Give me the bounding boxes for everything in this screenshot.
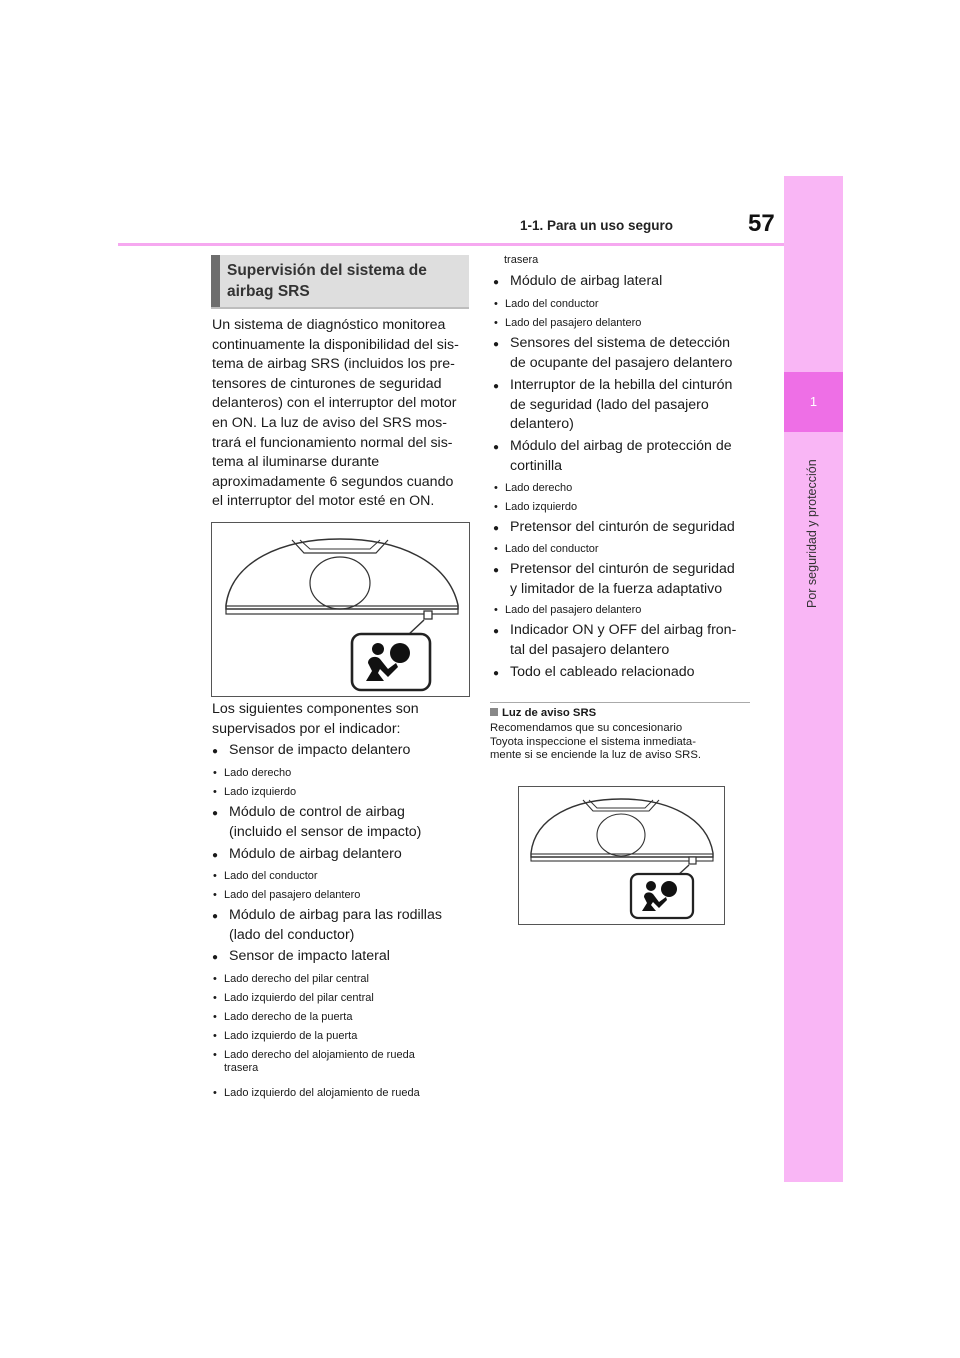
intro-line: continuamente la disponibilidad del sis- <box>212 336 459 353</box>
instrument-cluster-figure <box>211 522 470 697</box>
list-item-line: delantero) <box>510 416 574 433</box>
components-intro-line: Los siguientes componentes son <box>212 701 419 717</box>
intro-line: el interruptor del motor esté en ON. <box>212 493 435 510</box>
list-subitem: • Lado izquierdo del pilar central <box>212 992 474 1005</box>
list-item: ● Módulo de airbag delantero <box>212 845 479 865</box>
note-title-text: Luz de aviso SRS <box>502 707 597 719</box>
instrument-cluster-illustration <box>212 523 469 696</box>
list-item-line: ● Módulo de control de airbag <box>229 804 405 820</box>
note-square-icon <box>490 708 498 716</box>
srs-warning-light-figure <box>518 786 725 925</box>
list-subitem: • Lado del conductor <box>212 870 474 883</box>
section-heading <box>211 255 469 309</box>
chapter-side-tab <box>784 176 843 1182</box>
intro-line: tensores de cinturones de seguridad <box>212 375 442 392</box>
list-item <box>212 906 479 945</box>
section-heading-bar <box>211 255 220 307</box>
intro-line: tema al iluminarse durante <box>212 454 380 471</box>
intro-line: en ON. La luz de aviso del SRS mos- <box>212 414 447 431</box>
list-item-line: ● Interruptor de la hebilla del cinturón <box>510 377 733 393</box>
components-intro <box>212 700 472 739</box>
list-subitem: • Lado del conductor <box>493 543 755 556</box>
list-subitem: • Lado derecho del pilar central <box>212 973 474 986</box>
note-body <box>490 722 752 763</box>
list-item-line: de seguridad (lado del pasajero <box>510 396 709 413</box>
intro-line: aproximadamente 6 segundos cuando <box>212 473 454 490</box>
list-item: ● Sensor de impacto lateral <box>212 947 479 967</box>
list-item <box>493 560 760 599</box>
list-item: ● Pretensor del cinturón de seguridad <box>493 518 760 538</box>
list-item-line: tal del pasajero delantero <box>510 641 670 658</box>
srs-warning-light-illustration <box>519 787 724 924</box>
list-item <box>493 621 760 660</box>
list-item: ● Sensor de impacto delantero <box>212 741 479 761</box>
list-item-line: ● Pretensor del cinturón de seguridad <box>510 561 735 577</box>
list-item-line: (incluido el sensor de impacto) <box>229 823 422 840</box>
intro-line: delanteros) con el interruptor del motor <box>212 395 457 412</box>
note-line: Toyota inspeccione el sistema inmediata- <box>490 735 696 748</box>
section-title-line1: Supervisión del sistema de <box>227 262 427 279</box>
chapter-number: 1 <box>809 394 818 409</box>
list-item-line: de ocupante del pasajero delantero <box>510 354 733 371</box>
list-subitem-line: • Lado derecho del alojamiento de rueda <box>224 1049 415 1061</box>
list-item: ● Módulo de airbag lateral <box>493 272 760 292</box>
list-item-line: cortinilla <box>510 457 563 474</box>
list-subitem: • Lado derecho <box>212 767 474 780</box>
chapter-label: Por seguridad y protección <box>805 459 819 608</box>
list-subitem: • Lado del conductor <box>493 298 755 311</box>
list-subitem: • Lado izquierdo de la puerta <box>212 1030 474 1043</box>
list-subitem: • Lado derecho de la puerta <box>212 1011 474 1024</box>
intro-paragraph <box>212 316 470 512</box>
list-item-line: y limitador de la fuerza adaptativo <box>510 580 723 597</box>
page-number: 57 <box>748 210 775 237</box>
list-subitem: • Lado del pasajero delantero <box>212 889 474 902</box>
list-item <box>212 803 479 842</box>
section-heading-text <box>227 260 427 302</box>
list-item-line: (lado del conductor) <box>229 926 355 943</box>
list-subitem-line: trasera <box>224 1062 259 1074</box>
list-subitem-continuation: trasera <box>504 254 539 266</box>
note-divider <box>490 702 750 703</box>
intro-line: trará el funcionamiento normal del sis- <box>212 434 453 451</box>
list-subitem: • Lado izquierdo del alojamiento de rueda <box>212 1087 474 1100</box>
intro-line: tema de airbag SRS (incluidos los pre- <box>212 356 455 373</box>
list-item <box>493 334 760 373</box>
list-subitem: • Lado izquierdo <box>493 501 755 514</box>
chapter-label-container <box>803 440 825 650</box>
list-subitem: • Lado izquierdo <box>212 786 474 799</box>
list-item-line: ● Módulo del airbag de protección de <box>510 438 732 454</box>
list-item <box>493 376 760 435</box>
list-subitem: • Lado del pasajero delantero <box>493 317 755 330</box>
list-subitem: • Lado derecho <box>493 482 755 495</box>
note-title <box>490 707 596 719</box>
list-item: ● Todo el cableado relacionado <box>493 663 760 683</box>
header-rule <box>118 243 784 246</box>
list-item-line: ● Sensores del sistema de detección <box>510 335 731 351</box>
components-intro-line: supervisados por el indicador: <box>212 720 401 737</box>
list-item-line: ● Indicador ON y OFF del airbag fron- <box>510 622 737 638</box>
note-line: mente si se enciende la luz de aviso SRS. <box>490 749 701 762</box>
section-title-line2: airbag SRS <box>227 283 310 300</box>
list-item-line: ● Módulo de airbag para las rodillas <box>229 907 442 923</box>
list-item <box>493 437 760 476</box>
list-subitem <box>212 1049 474 1075</box>
intro-line: Un sistema de diagnóstico monitorea <box>212 317 446 333</box>
list-subitem: • Lado del pasajero delantero <box>493 604 755 617</box>
note-line: Recomendamos que su concesionario <box>490 722 683 734</box>
section-header: 1-1. Para un uso seguro <box>520 218 674 233</box>
